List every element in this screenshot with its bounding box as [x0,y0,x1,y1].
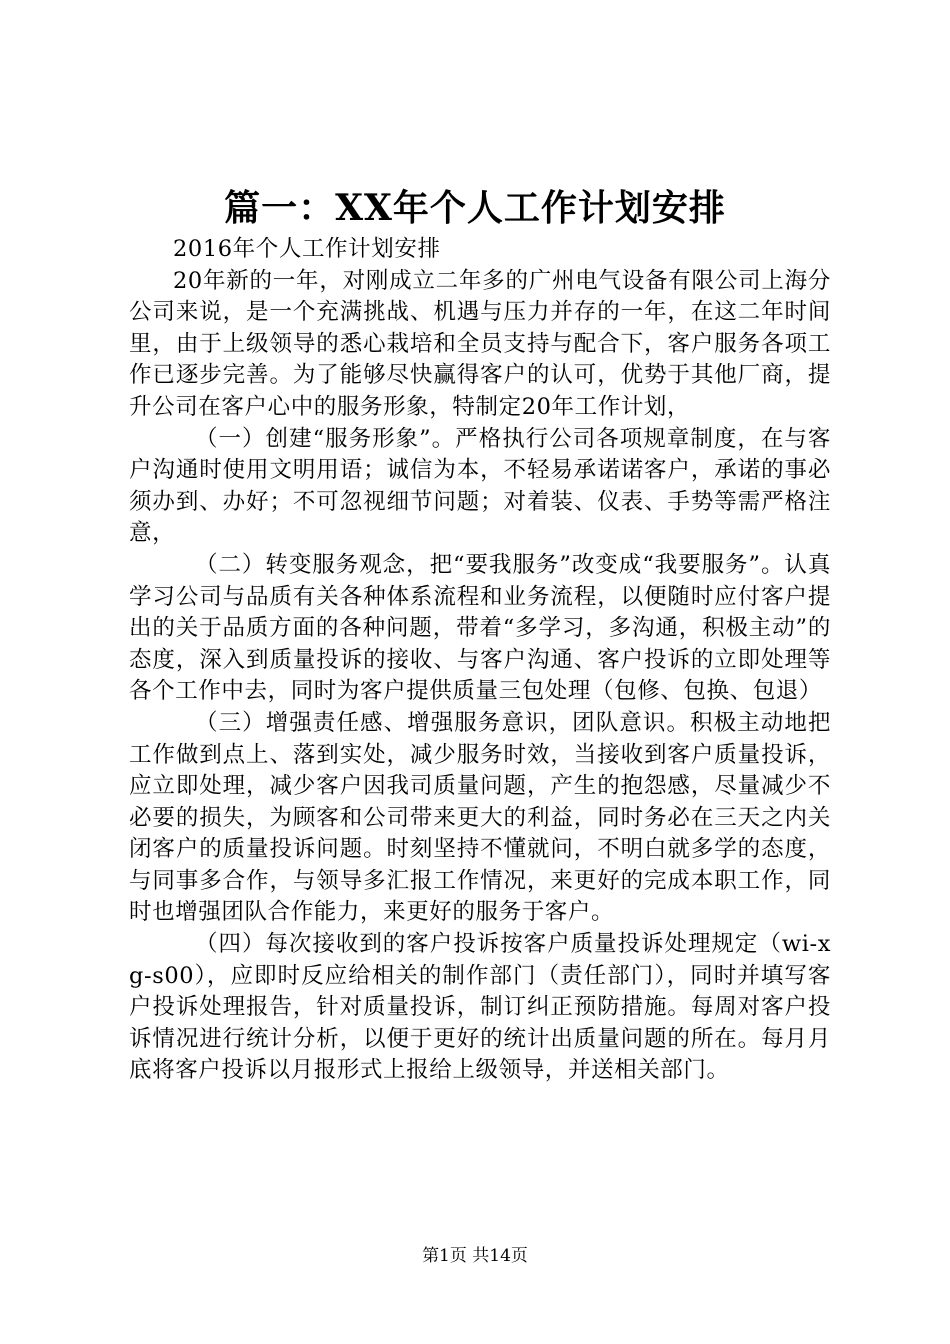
document-body [129,234,831,1087]
page-number-footer: 第1页 共14页 [422,1246,528,1266]
document-subtitle: 2016年个人工作计划安排 [173,236,441,262]
document-title: 篇一：XX年个人工作计划安排 [224,187,726,229]
section-3-paragraph: （三）增强责任感、增强服务意识，团队意识。积极主动地把工作做到点上、落到实处，减少服务时效，当接收到客户质量投诉，应立即处理，减少客户因我司质量问题，产生的抱怨感，尽量减少不必要的损失，为顾客和公司带来更大的利益，同时务必在三天之内关闭客户的质量投诉问题。时刻坚持不懂就问，不明白就多学的态度，与同事多合作，与领导多汇报工作情况，来更好的完成本职工作，同时也增强团队合作能力，来更好的服务于客户。 [129,709,831,926]
section-1-paragraph: （一）创建“服务形象”。严格执行公司各项规章制度，在与客户沟通时使用文明用语；诚信为本，不轻易承诺诺客户，承诺的事必须办到、办好；不可忽视细节问题；对着装、仪表、手势等需严格注意， [129,425,831,547]
intro-paragraph: 20年新的一年，对刚成立二年多的广州电气设备有限公司上海分公司来说，是一个充满挑战、机遇与压力并存的一年，在这二年时间里，由于上级领导的悉心栽培和全员支持与配合下，客户服务各项工作已逐步完善。为了能够尽快赢得客户的认可，优势于其他厂商，提升公司在客户心中的服务形象，特制定20年工作计划， [129,267,831,420]
section-2-paragraph: （二）转变服务观念，把“要我服务”改变成“我要服务”。认真学习公司与品质有关各种体系流程和业务流程，以便随时应付客户提出的关于品质方面的各种问题，带着“多学习，多沟通，积极主动”的态度，深入到质量投诉的接收、与客户沟通、客户投诉的立即处理等各个工作中去，同时为客户提供质量三包处理（包修、包换、包退） [129,551,831,705]
section-4-paragraph: （四）每次接收到的客户投诉按客户质量投诉处理规定（wi-xg-s00），应即时反应给相关的制作部门（责任部门），同时并填写客户投诉处理报告，针对质量投诉，制订纠正预防措施。每周对客户投诉情况进行统计分析，以便于更好的统计出质量问题的所在。每月月底将客户投诉以月报形式上报给上级领导，并送相关部门。 [129,931,831,1084]
